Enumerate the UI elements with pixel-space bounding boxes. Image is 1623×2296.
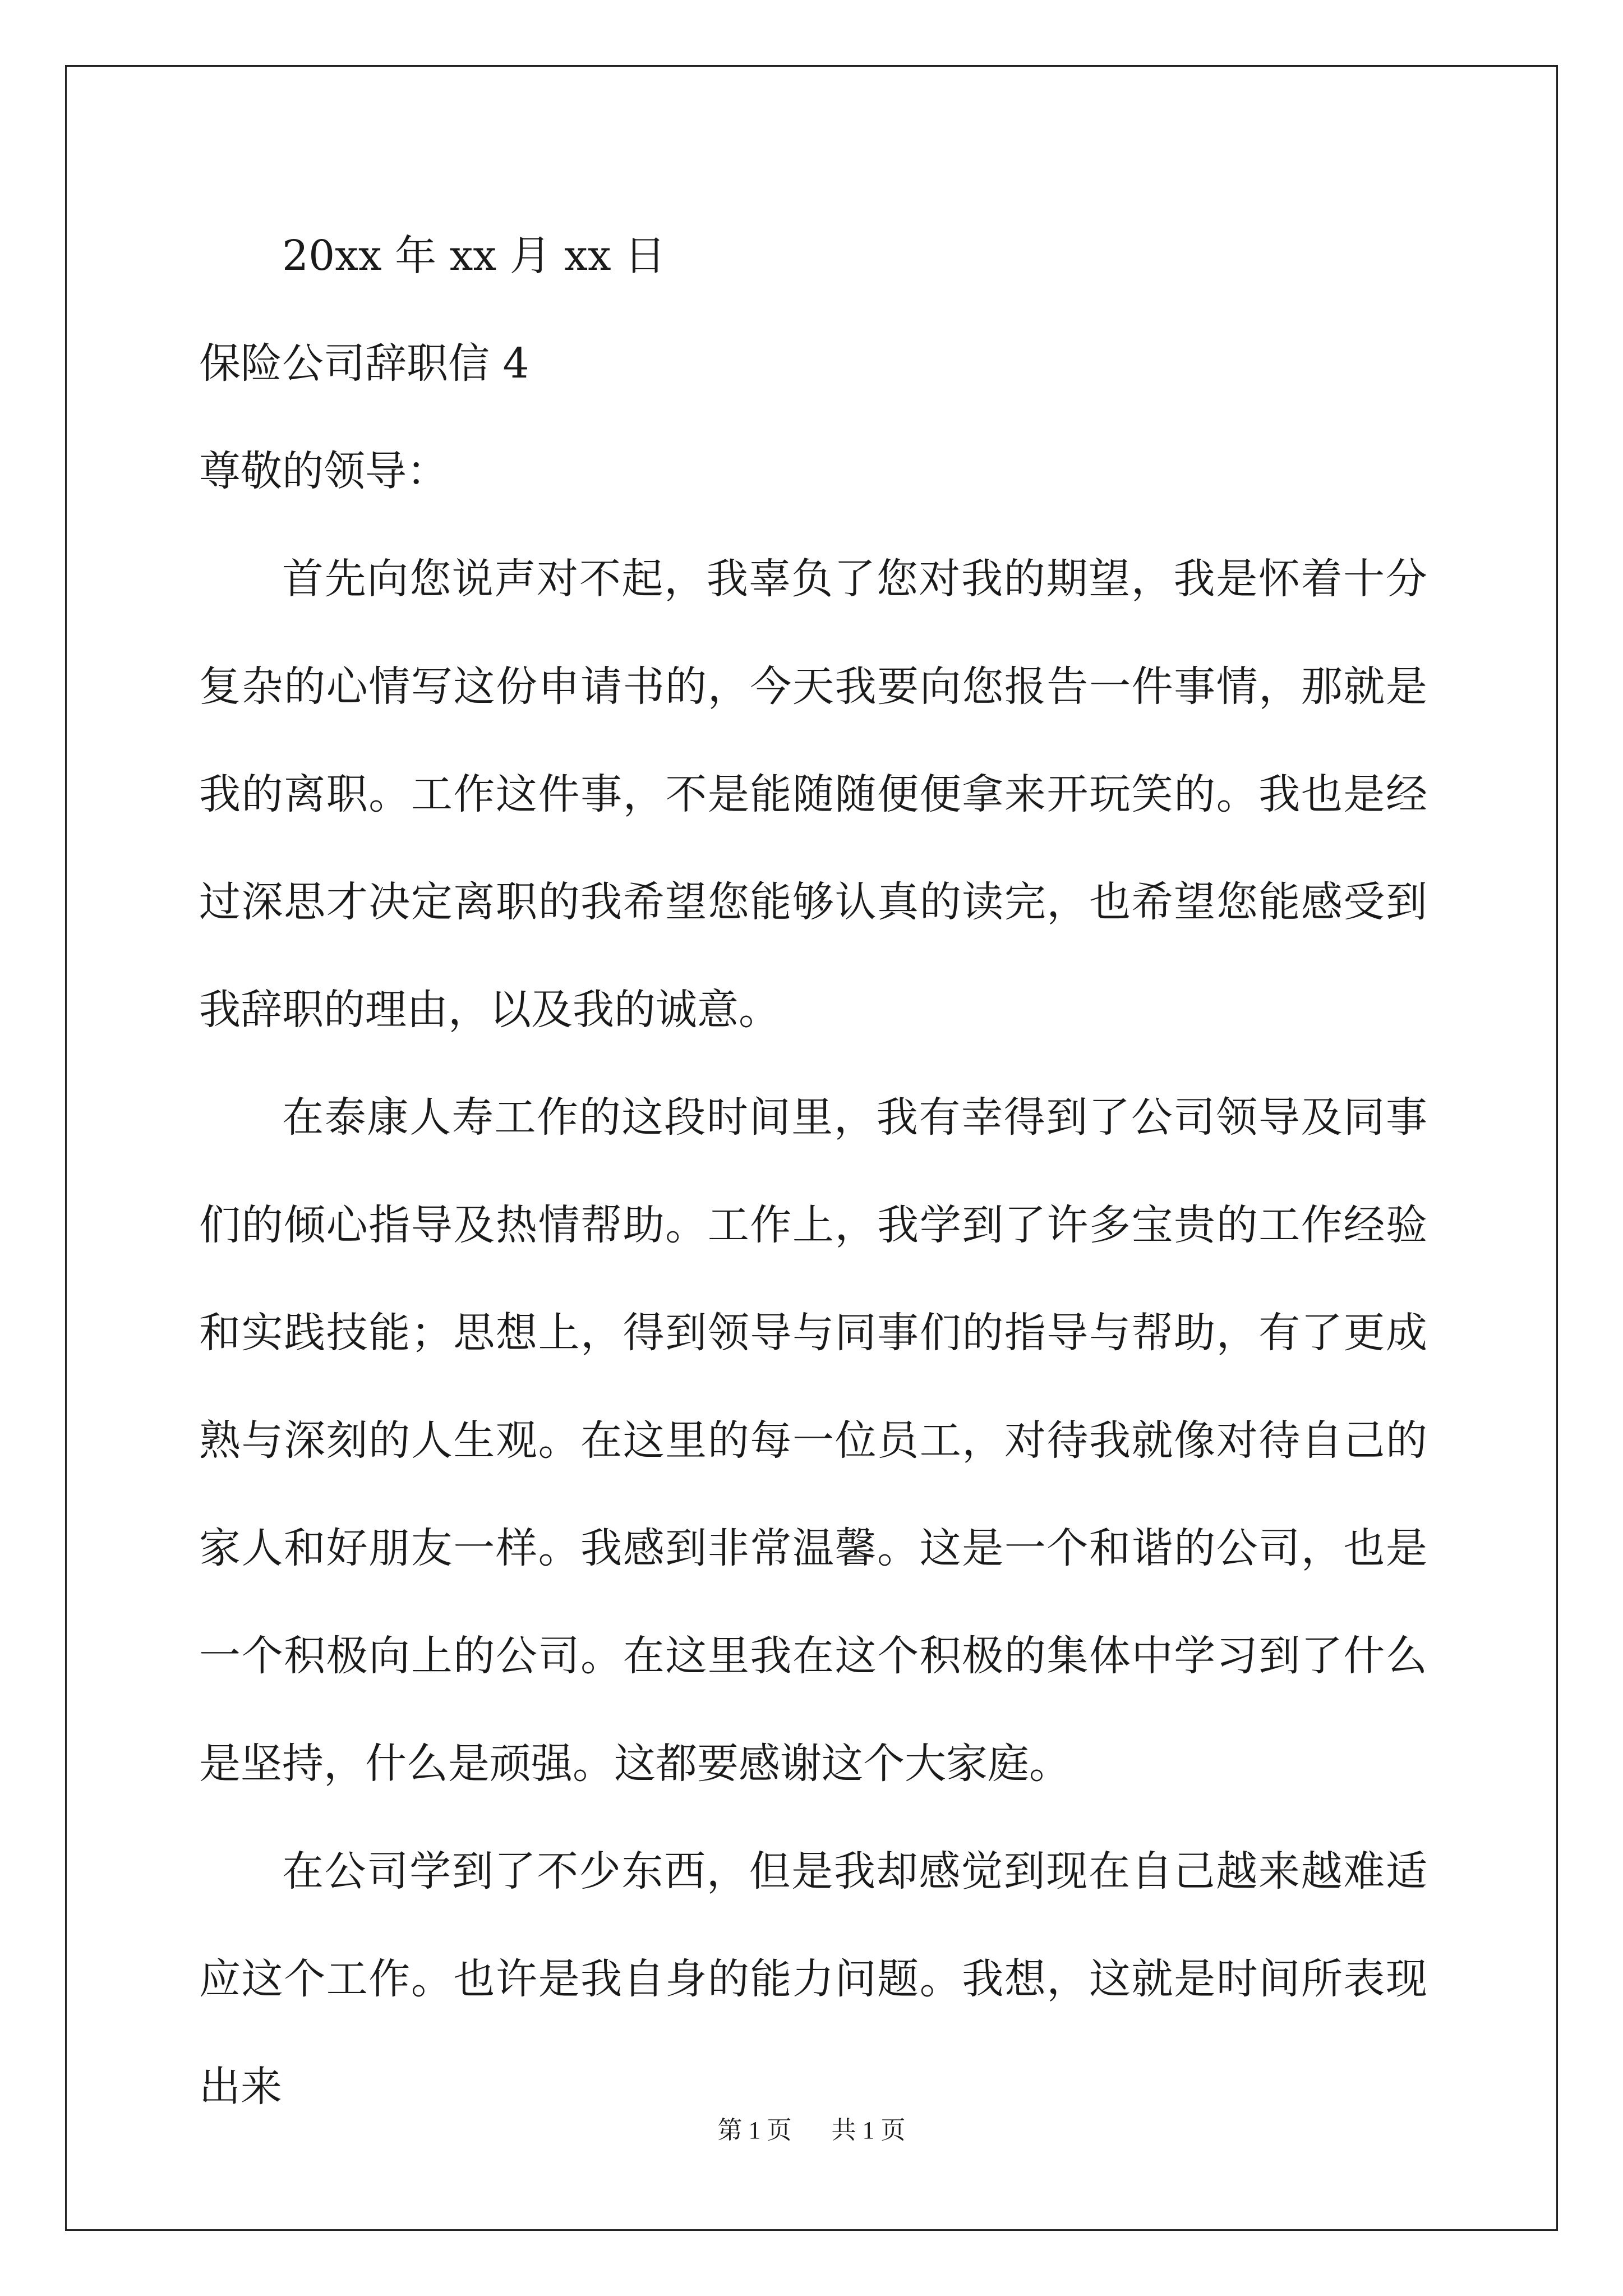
page-footer	[0, 2114, 1623, 2147]
paragraph: 首先向您说声对不起，我辜负了您对我的期望，我是怀着十分复杂的心情写这份申请书的，今天我要向您报告一件事情，那就是我的离职。工作这件事，不是能随随便便拿来开玩笑的。我也是经过深思才决定离职的我希望您能够认真的读完，也希望您能感受到我辞职的理由，以及我的诚意。	[199, 555, 1427, 1034]
document-title: 保险公司辞职信 4	[199, 339, 529, 388]
paragraph: 在泰康人寿工作的这段时间里，我有幸得到了公司领导及同事们的倾心指导及热情帮助。工作上，我学到了许多宝贵的工作经验和实践技能；思想上，得到领导与同事们的指导与帮助，有了更成熟与深刻的人生观。在这里的每一位员工，对待我就像对待自己的家人和好朋友一样。我感到非常温馨。这是一个和谐的公司，也是一个积极向上的公司。在这里我在这个积极的集体中学习到了什么是坚持，什么是顽强。这都要感谢这个大家庭。	[199, 1093, 1427, 1788]
salutation: 尊敬的领导：	[199, 447, 448, 495]
date-line: 20xx 年 xx 月 xx 日	[282, 232, 666, 280]
page-number: 第 1 页	[717, 2116, 792, 2144]
paragraph: 在公司学到了不少东西，但是我却感觉到现在自己越来越难适应这个工作。也许是我自身的能力问题。我想，这就是时间所表现出来	[199, 1847, 1427, 2111]
page-total: 共 1 页	[831, 2116, 906, 2144]
document-body	[199, 202, 1427, 2141]
